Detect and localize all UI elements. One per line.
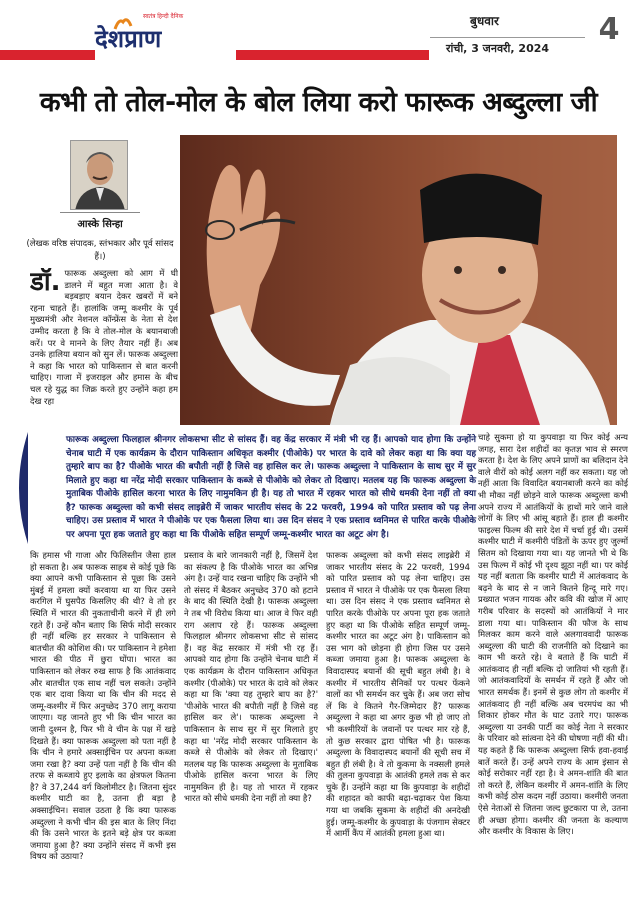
logo-tagline: स्वतंत्र हिन्दी दैनिक <box>143 13 184 20</box>
article-intro <box>30 268 178 430</box>
author-name: आस्के सिन्हा <box>60 212 140 230</box>
article-column-2: प्रस्ताव के बारे जानकारी नहीं है, जिसमें देश का संकल्प है कि पीओके भारत का अभिन्न अंग है। उन्हें याद रखना चाहिए कि उन्होंने भी तो संसद में बैठकर अनुच्छेद 370 को हटाने के बाद की स्थिति देखी है। फारूक अब्दुल्ला ने तब भी विरोध किया था। आज वे फिर वही राग अलाप रहे हैं। फारूक अब्दुल्ला फिलहाल श्रीनगर लोकसभा सीट से सांसद हैं। वह केंद्र सरकार में मंत्री भी रह हैं। आपको याद होगा कि उन्होंने चेनाब घाटी में एक कार्यक्रम के दौरान पाकिस्तान अधिकृत कश्मीर (पीओके) पर भारत के दावे को लेकर कहा था कि 'क्या यह तुम्हारे बाप का है?' 'पीओके भारत की बपौती नहीं है जिसे वह हासिल कर ले'। फारूक अब्दुल्ला ने पाकिस्तान के साथ सुर में सुर मिलाते हुए कहा था 'नरेंद्र मोदी सरकार पाकिस्तान के कब्जे से पीओके को लेकर तो दिखाए।' मतलब यह कि फारूक अब्दुल्ला के मुताबिक पीओके हासिल करना भारत के लिए नामुमकिन ही है। यह तो भारत में रहकर भारत को सीधे धमकी देना नहीं तो क्या है? <box>184 550 318 804</box>
author-description: (लेखक वरिष्ठ संपादक, स्तंभकार और पूर्व सांसद हैं।) <box>26 239 174 262</box>
article-column-3: फारूक अब्दुल्ला को कभी संसद लाइब्रेरी में जाकर भारतीय संसद के 22 फरवरी, 1994 को पारित प्रस्ताव को पढ़ लेना चाहिए। उस प्रस्ताव में भारत ने पीओके पर एक फैसला लिया था। उस दिन संसद ने एक प्रस्ताव ध्वनिमत से पारित करके पीओके पर अपना पूरा हक जताते हुए कहा था कि पीओके सहित सम्पूर्ण जम्मू-कश्मीर भारत का अटूट अंग है। पाकिस्तान को उस भाग को छोड़ना ही होगा जिस पर उसने कब्जा जमाया हुआ है। फारूक अब्दुल्ला के विवादास्पद बयानों की सूची बहुत लंबी है। वे कश्मीर में भारतीय सैनिकों पर पत्थर फेंकने वालों का भी समर्थन कर चुके हैं। अब जरा सोच लें कि वे कितने गैर-जिम्मेदार हैं? फारूक अब्दुल्ला ने कहा था अगर कुछ भी हो जाए तो भी कश्मीरियों के जवानों पर पत्थर मार रहे हैं, तो कुछ सरकार द्वारा पोषित भी है। फारूक अब्दुल्ला के विवादास्पद बयानों की सूची सच में बहुत ही लंबी है। वे तो कुकमा के नक्सली हमले की तुलना कुपवाड़ा के आतंकी हमले तक से कर चुके हैं। उन्होंने कहा था कि कुपवाड़ा के शहीदों की शहादत को काफी बढ़ा-चढ़ाकर पेश किया गया था जबकि सुकमा के शहीदों की अनदेखी हुई। जम्मू-कश्मीर के कुपवाड़ा के पंजगाम सेक्टर में आर्मी कैंप में आतंकी हमला हुआ था। <box>326 550 470 839</box>
pull-quote-text: फारूक अब्दुल्ला फिलहाल श्रीनगर लोकसभा सीट से सांसद हैं। वह केंद्र सरकार में मंत्री भी रह हैं। आपको याद होगा कि उन्होंने चेनाब घाटी में एक कार्यक्रम के दौरान पाकिस्तान अधिकृत कश्मीर (पीओके) पर भारत के दावे को लेकर कहा था कि क्या यह तुम्हारे बाप का है? पीओके भारत की बपौती नहीं है जिसे वह हासिल कर ले। फारूक अब्दुल्ला ने पाकिस्तान के साथ सुर में सुर मिलाते हुए कहा था नरेंद्र मोदी सरकार पाकिस्तान के कब्जे से पीओके को लेकर तो दिखाए। मतलब यह कि फारूक अब्दुल्ला के मुताबिक पीओके हासिल करना भारत के लिए नामुमकिन ही है। यह तो भारत में रहकर भारत को सीधे धमकी देना नहीं तो क्या है? फारूक अब्दुल्ला को कभी संसद लाइब्रेरी में जाकर भारतीय संसद के 22 फरवरी, 1994 को पारित प्रस्ताव को पढ़ लेना चाहिए। उस प्रस्ताव में भारत ने पीओके पर एक फैसला लिया था। उस दिन संसद ने एक प्रस्ताव ध्वनिमत से पारित करके पीओके पर अपना पूरा हक जताते हुए कहा था कि पीओके सहित सम्पूर्ण जम्मू-कश्मीर भारत का अटूट अंग है। <box>66 435 476 540</box>
weekday: बुधवार <box>470 14 499 28</box>
newspaper-logo[interactable] <box>95 8 235 62</box>
masthead <box>0 0 637 66</box>
date-place: रांची, 3 जनवरी, 2024 <box>430 37 585 56</box>
intro-text: फारूक अब्दुल्ला को आग में घी डालने में बहुत मजा आता है। वे बड़बड़ाए बयान देकर खबरों में बने रहना चाहते हैं। हालांकि जम्मू कश्मीर के पूर्व मुख्यमंत्री और नेशनल कॉन्फ्रेंस के नेता से देश उम्मीद करता है कि वे तोल-मोल के बयानबाजी करें। पर वे मानने के लिए तैयार नहीं हैं। अब उनके हालिया बयान को सुन लें। फारूक अब्दुल्ला ने कहा कि भारत को पाकिस्तान से बात करनी चाहिए। गाजा में इजराइल और हमास के बीच चल रहे युद्ध का जिक्र करते हुए उन्होंने कहा हम देख रहा <box>30 268 178 406</box>
dropcap: डॉ. <box>30 268 61 297</box>
dateline <box>430 12 585 56</box>
logo-text: देशप्राण <box>95 25 162 53</box>
article-column-1: कि हमास भी गाजा और फिलिस्तीन जैसा हाल हो सकता है। अब फारूक साहब से कोई पूछे कि क्या आपने कभी पाकिस्तान से पूछा कि उसने मुंबई में हमला क्यों करवाया था या फिर उसने करगिल में घुसपैठ किसलिए की थी? वे तो हर स्थिति में भारत की नुकताचीनी करने में ही लगे रहते हैं। उन्हें कौन बताए कि सिर्फ मोदी सरकार ही नहीं बल्कि हर सरकार ने पाकिस्तान से बातचीत की कोशिश की। पर पाकिस्तान ने हमेशा भारत की पीठ में छुरा घोंपा। भारत का पाकिस्तान को लेकर रुख साफ है कि आतंकवाद और बातचीत एक साथ नहीं चल सकते। उन्होंने एक बार दावा किया था कि चीन की मदद से जम्मू-कश्मीर में फिर अनुच्छेद 370 लागू कराया जाएगा। यह जानते हुए भी कि चीन भारत का जानी दुश्मन है, फिर भी वे चीन के पक्ष में खड़े दिखते हैं। क्या फारूक अब्दुल्ला को पता नहीं है कि चीन ने हमारे अक्साईचिन पर अपना कब्जा जमा रखा है? क्या उन्हें पता नहीं है कि चीन की तरफ से कब्जाये हुए इलाके का क्षेत्रफल कितना है? वे 37,244 वर्ग किलोमीटर है। जितना सुंदर कश्मीर घाटी का है, उतना ही बड़ा है अक्साईचिन। सवाल उठता है कि क्या फारूक अब्दुल्ला ने कभी चीन की इस बात के लिए निंदा की कि उसने भारत के इतने बड़े क्षेत्र पर कब्जा जमाया हुआ है? क्या उन्होंने संसद में कभी इस विषय को उठाया? <box>30 550 176 862</box>
author-photo <box>70 140 128 210</box>
page-number: 4 <box>598 12 620 47</box>
article-column-4: चाहे सुकमा हो या कुपवाड़ा या फिर कोई अन्य जगह, सारा देश शहीदों का कृतज्ञ भाव से स्मरण करता है। देश के लिए अपने प्राणों का बलिदान देने वाले वीरों को कोई अलग नहीं कर सकता। यह जो नहीं आता कि विवादित बयानबाजी करने का कोई भी मौका नहीं छोड़ने वाले फारूक अब्दुल्ला कभी अपने राज्य में आतंकियों के हाथों मारे जाने वाले लोगों के लिए भी आंसू बहाते हैं। हाल ही कश्मीर फाइल्स फिल्म की सारे देश में चर्चा हुई थी। उसमें कश्मीर घाटी में कश्मीरी पंडितों के ऊपर हुए जुल्मों सितम को दिखाया गया था। यह जानते भी थे कि उस फिल्म में कोई भी दृश्य झूठा नहीं था। पर कोई यह नहीं बताता कि कश्मीर घाटी में आतंकवाद के बढ़ने के बाद से न जाने कितने हिन्दू मारे गए। प्रख्यात भजन गायक और कवि की खोज में आए गरीब परिवार के सदस्यों को आतंकियों ने मार डाला गया था। पाकिस्तान की फौज के साथ मिलकर काम करने वाले अलगाववादी फारूक अब्दुल्ला की घाटी की राजनीति को दिखाने का काम भी करते रहे। वे बताते हैं कि घाटी में आतंकवाद ही नहीं बल्कि दो जातियां भी रहती हैं। जो आतंकवादियों के समर्थन में रहते हैं और जो भारत समर्थक हैं। इनमें से कुछ लोग तो कश्मीर में आतंकवाद ही नहीं बल्कि अब चरमपंथ का भी शिकार होकर मौत के घाट उतारे गए। फारूक अब्दुल्ला या उनकी पार्टी का कोई नेता ने सरकार के परिवार को सांत्वना देने की घोषणा नहीं की थी। यह कहते हैं कि फारूक अब्दुल्ला सिर्फ हवा-हवाई बातें करते हैं। उन्हें अपने राज्य के आम इंसान से कोई सरोकार नहीं रहा है। वे अमन-शांति की बात तो करते हैं, लेकिन कश्मीर में अमन-शांति के लिए कभी कोई ठोस कदम नहीं उठाया। कश्मीरी जनता ऐसे नेताओं से जितना जल्द छुटकारा पा ले, उतना ही अच्छा होगा। कश्मीर की जनता के कल्याण और कश्मीर के विकास के लिए। <box>478 432 628 837</box>
pull-quote-accent <box>10 432 28 544</box>
article-photo <box>180 135 617 425</box>
pull-quote <box>10 432 480 544</box>
masthead-red-bar-right <box>236 50 429 60</box>
masthead-red-bar <box>0 50 95 60</box>
article-headline: कभी तो तोल-मोल के बोल लिया करो फारूक अब्दुल्ला जी <box>39 87 598 118</box>
